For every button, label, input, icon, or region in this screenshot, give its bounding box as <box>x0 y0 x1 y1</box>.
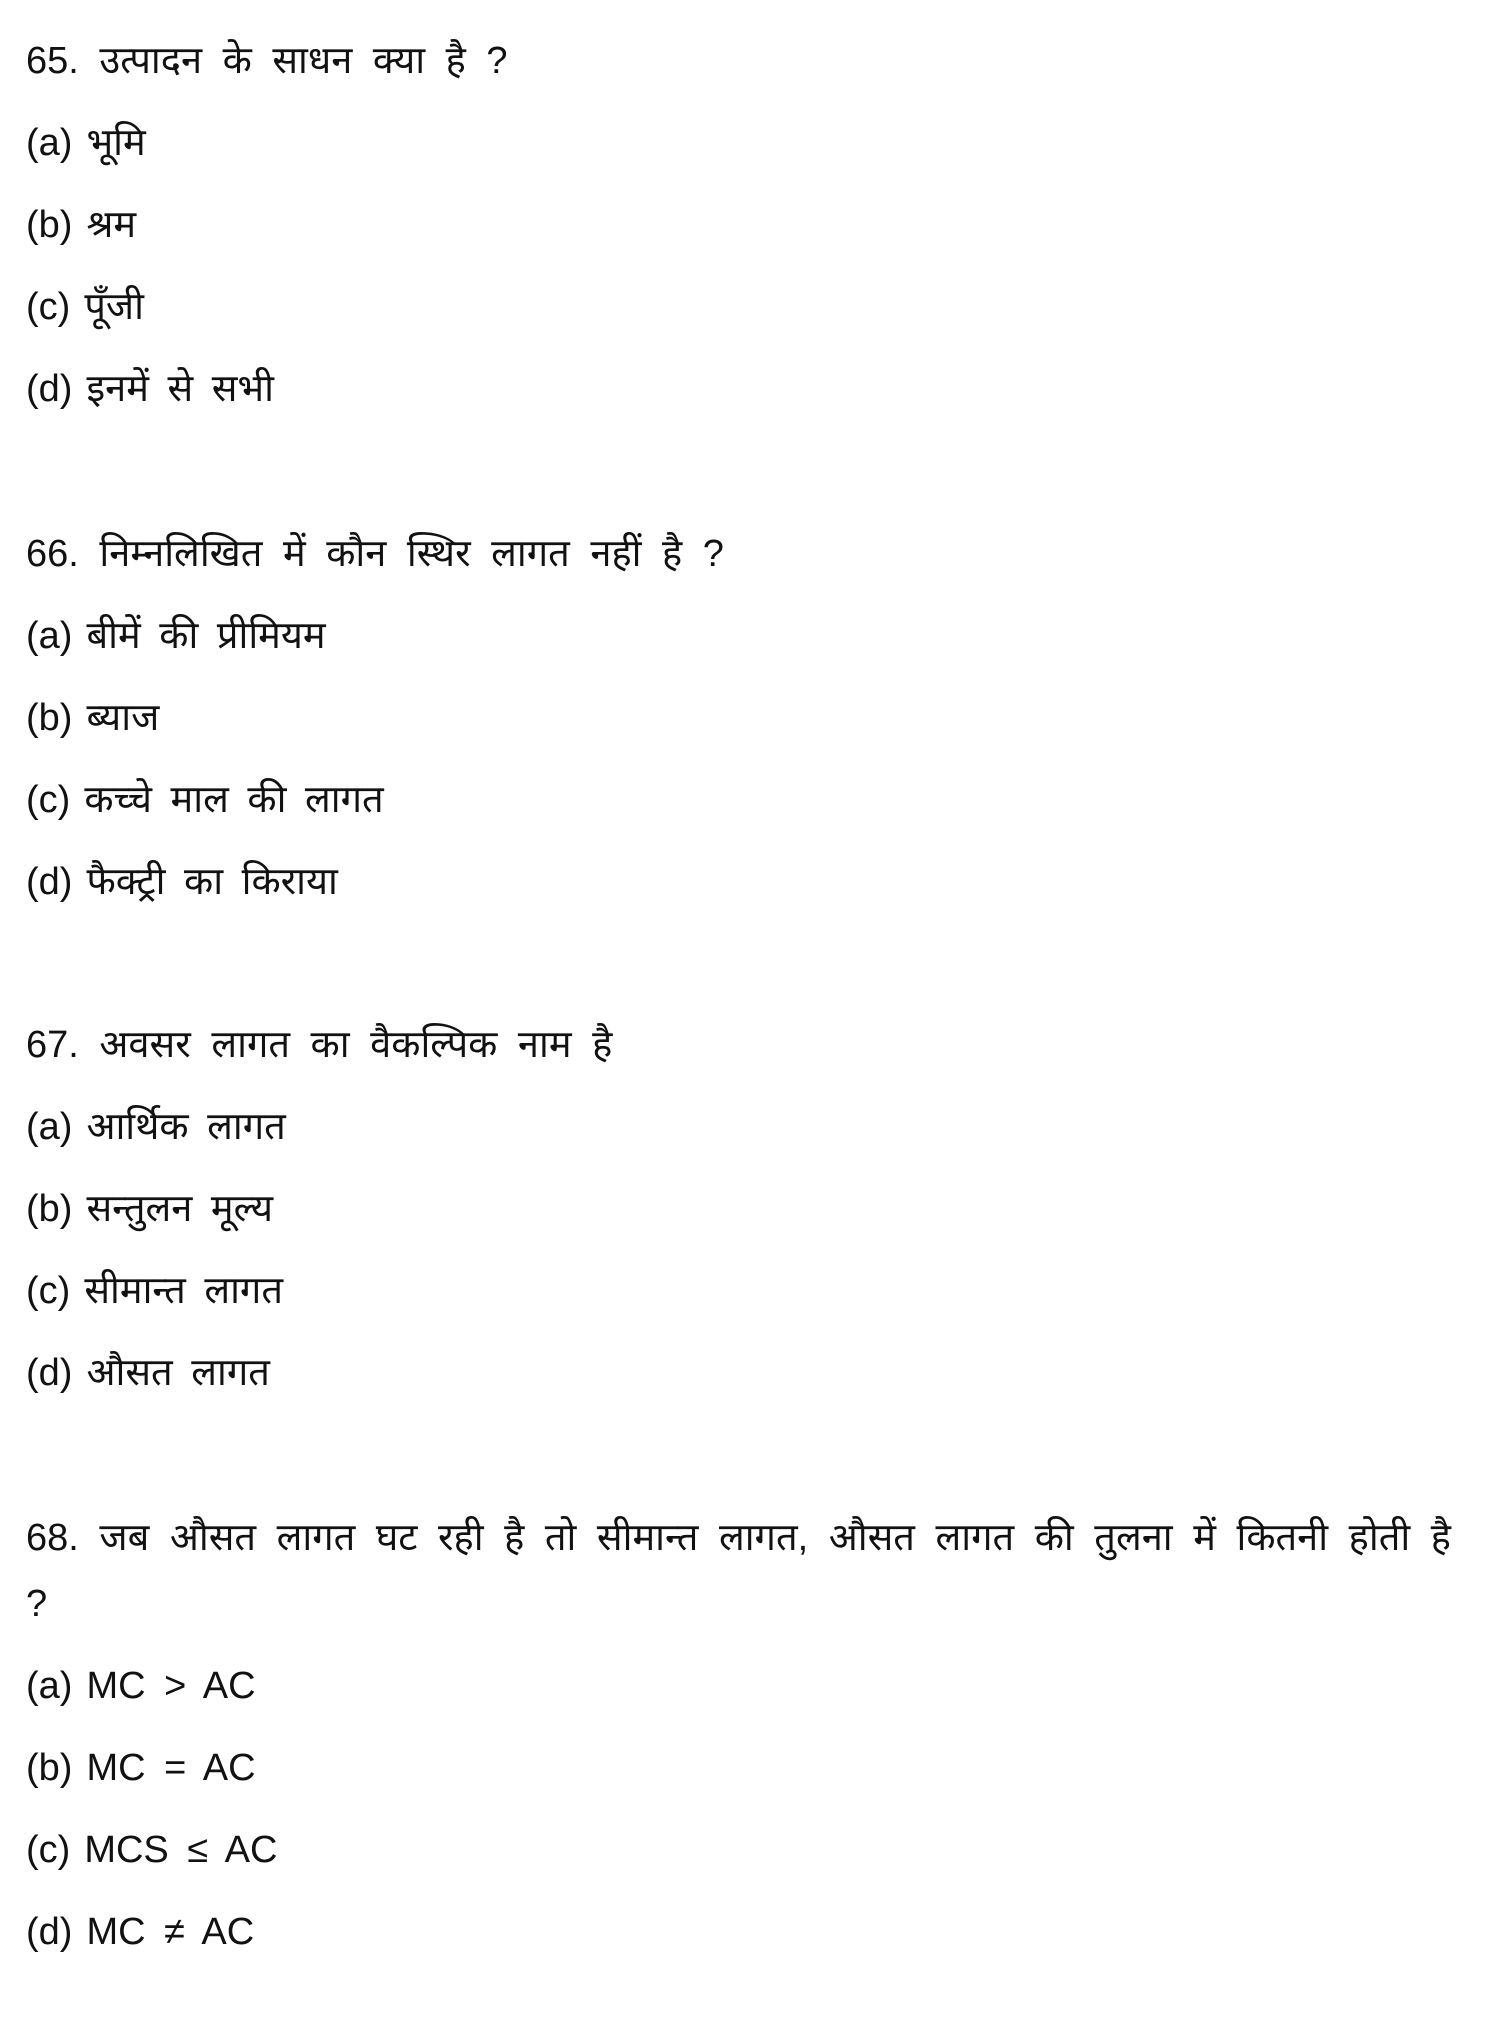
question-stem: अवसर लागत का वैकल्पिक नाम है <box>99 1024 613 1066</box>
option-text: MC ≠ AC <box>86 1911 255 1953</box>
option-text: श्रम <box>86 204 137 246</box>
option-b <box>26 184 1476 266</box>
question-text <box>26 1497 1476 1645</box>
option-text: सीमान्त लागत <box>84 1270 283 1312</box>
question-67 <box>26 1004 1476 1414</box>
option-b <box>26 1168 1476 1250</box>
question-stem: जब औसत लागत घट रही है तो सीमान्त लागत, औसत लागत की तुलना में कितनी होती है ? <box>26 1517 1451 1625</box>
option-label: (b) <box>26 697 73 739</box>
question-66 <box>26 513 1476 923</box>
option-c <box>26 1250 1476 1332</box>
option-label: (a) <box>26 615 73 657</box>
option-text: ब्याज <box>86 697 160 739</box>
option-text: भूमि <box>86 122 146 164</box>
question-68 <box>26 1497 1476 1973</box>
option-d <box>26 841 1476 923</box>
option-label: (c) <box>26 1829 71 1871</box>
question-stem: उत्पादन के साधन क्या है ? <box>99 40 508 82</box>
option-label: (d) <box>26 1352 73 1394</box>
option-text: MCS ≤ AC <box>84 1829 278 1871</box>
option-b <box>26 677 1476 759</box>
option-text: MC > AC <box>86 1665 256 1707</box>
option-a <box>26 1645 1476 1727</box>
option-text: आर्थिक लागत <box>86 1106 286 1148</box>
question-number: 66. <box>26 533 79 575</box>
option-text: पूँजी <box>84 286 144 328</box>
question-number: 65. <box>26 40 79 82</box>
option-label: (d) <box>26 1911 73 1953</box>
option-label: (b) <box>26 204 73 246</box>
question-number: 68. <box>26 1517 79 1559</box>
option-text: औसत लागत <box>86 1352 270 1394</box>
option-label: (a) <box>26 122 73 164</box>
option-label: (b) <box>26 1747 73 1789</box>
option-a <box>26 1086 1476 1168</box>
option-c <box>26 266 1476 348</box>
option-label: (c) <box>26 779 71 821</box>
option-c <box>26 759 1476 841</box>
option-a <box>26 595 1476 677</box>
option-label: (a) <box>26 1665 73 1707</box>
option-text: इनमें से सभी <box>86 368 274 410</box>
option-label: (d) <box>26 861 73 903</box>
option-text: कच्चे माल की लागत <box>84 779 384 821</box>
option-label: (b) <box>26 1188 73 1230</box>
option-label: (d) <box>26 368 73 410</box>
option-label: (a) <box>26 1106 73 1148</box>
option-d <box>26 348 1476 430</box>
option-text: MC = AC <box>86 1747 256 1789</box>
option-label: (c) <box>26 286 71 328</box>
option-label: (c) <box>26 1270 71 1312</box>
question-text <box>26 513 1476 595</box>
question-text <box>26 20 1476 102</box>
option-d <box>26 1891 1476 1973</box>
question-stem: निम्नलिखित में कौन स्थिर लागत नहीं है ? <box>99 533 724 575</box>
option-a <box>26 102 1476 184</box>
option-c <box>26 1809 1476 1891</box>
option-text: फैक्ट्री का किराया <box>86 861 338 903</box>
question-text <box>26 1004 1476 1086</box>
option-text: सन्तुलन मूल्य <box>86 1188 274 1230</box>
question-65 <box>26 20 1476 430</box>
option-b <box>26 1727 1476 1809</box>
option-d <box>26 1332 1476 1414</box>
option-text: बीमें की प्रीमियम <box>86 615 326 657</box>
question-number: 67. <box>26 1024 79 1066</box>
